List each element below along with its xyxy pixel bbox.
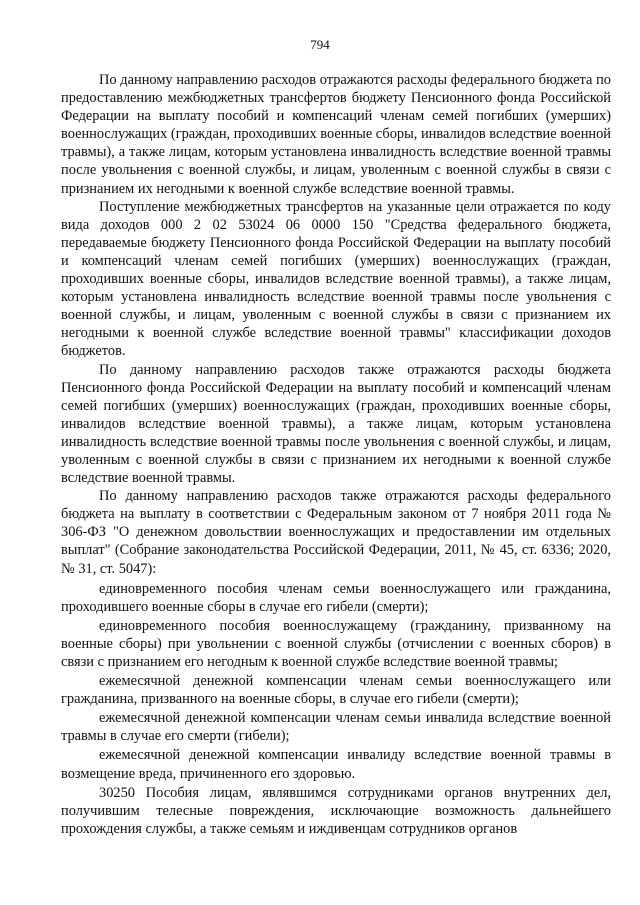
list-item: единовременного пособия членам семьи военнослужащего или гражданина, проходившего военные сборы в случае его гибели (смерти); — [61, 580, 611, 615]
list-item: ежемесячной денежной компенсации членам семьи инвалида вследствие военной травмы в случае его смерти (гибели); — [61, 710, 611, 745]
section-heading-paragraph: 30250 Пособия лицам, являвшимся сотрудниками органов внутренних дел, получившим телесные повреждения, исключающие возможность дальнейшего прохождения службы, а также семьям и иждивенцам сотрудников органов — [61, 784, 611, 837]
list-item: ежемесячной денежной компенсации инвалиду вследствие военной травмы в возмещение вреда, причиненного его здоровью. — [61, 747, 611, 782]
paragraph: По данному направлению расходов также отражаются расходы бюджета Пенсионного фонда Российской Федерации на выплату пособий и компенсаций членам семей погибших (умерших) военнослужащих (граждан, проходивших военные сборы, инвалидов вследствие военной травмы), а также лицам, которым установлена инвалидность вследствие военной травмы после увольнения с военной службы, и лицам, уволенным с военной службы в связи с признанием их негодными к военной службе вследствие военной травмы. — [61, 361, 611, 487]
paragraph: По данному направлению расходов также отражаются расходы федерального бюджета на выплату в соответствии с Федеральным законом от 7 ноября 2011 года № 306-ФЗ "О денежном довольствии военнослужащих и предоставлении им отдельных выплат" (Собрание законодательства Российской Федерации, 2011, № 45, ст. 6336; 2020, № 31, ст. 5047): — [61, 488, 611, 577]
list-item: ежемесячной денежной компенсации членам семьи военнослужащего или гражданина, призванного на военные сборы, в случае его гибели (смерти); — [61, 673, 611, 708]
paragraph: По данному направлению расходов отражаются расходы федерального бюджета по предоставлению межбюджетных трансфертов бюджету Пенсионного фонда Российской Федерации на выплату пособий и компенсаций членам семей погибших (умерших) военнослужащих (граждан, проходивших военные сборы, инвалидов вследствие военной травмы), а также лицам, которым установлена инвалидность вследствие военной травмы после увольнения с военной службы, и лицам, уволенным с военной службы в связи с признанием их негодными к военной службе вследствие военной травмы. — [61, 72, 611, 197]
document-body — [61, 71, 611, 838]
list-item: единовременного пособия военнослужащему (гражданину, призванному на военные сборы) при увольнении с военной службы (отчислении с военных сборов) в связи с признанием его негодным к военной службе вследствие военной травмы; — [61, 617, 611, 670]
paragraph: Поступление межбюджетных трансфертов на указанные цели отражается по коду вида доходов 000 2 02 53024 06 0000 150 "Средства федерального бюджета, передаваемые бюджету Пенсионного фонда Российской Федерации на выплату пособий и компенсаций членам семей погибших (умерших) военнослужащих (граждан, проходивших военные сборы, инвалидов вследствие военной травмы), а также лицам, которым установлена инвалидность вследствие военной травмы после увольнения с военной службы, и лицам, уволенным с военной службы в связи с признанием их негодными к военной службе вследствие военной травмы" классификации доходов бюджетов. — [61, 198, 611, 360]
page-number: 794 — [310, 37, 330, 52]
